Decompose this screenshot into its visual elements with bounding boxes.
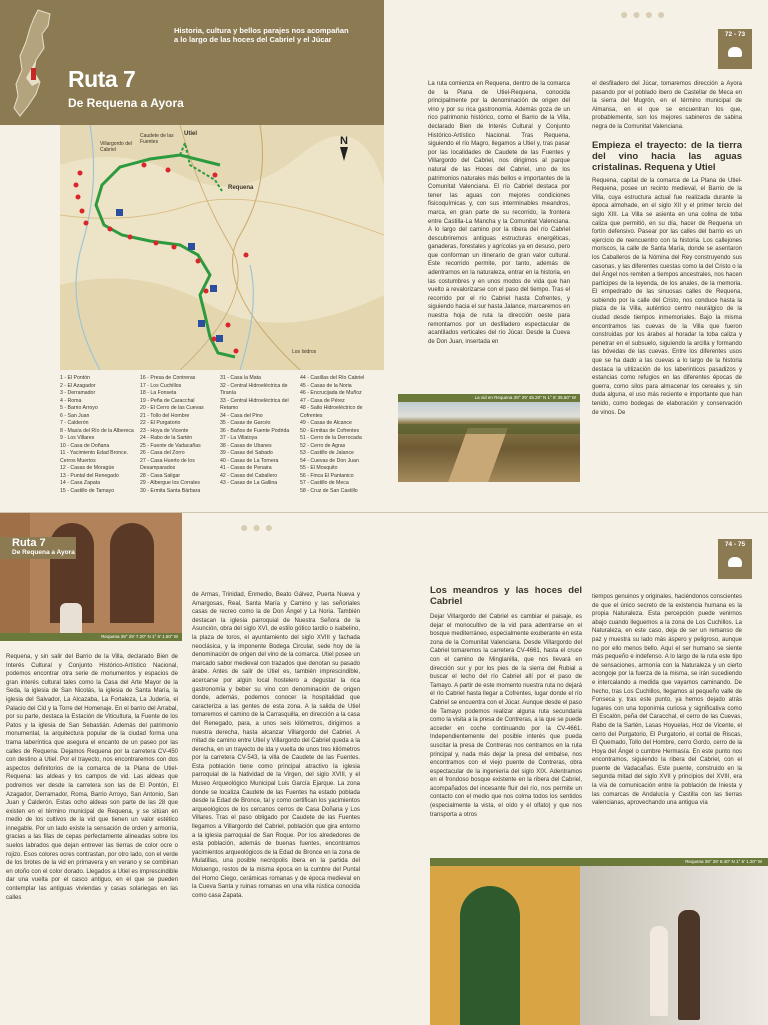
text-column-1 xyxy=(428,80,570,380)
map-label-utiel: Utiel xyxy=(184,131,198,137)
legend-item: 11 - Yacimiento Edad Bronce. Cerros Muertos xyxy=(60,450,129,464)
legend-item: 41 - Casas de Penaira xyxy=(220,465,272,471)
legend-item: 35 - Casas de Garcés xyxy=(220,420,271,426)
section-heading: Empieza el trayecto: de la tierra del vino hacia las aguas cristalinas. Requena y Utiel xyxy=(592,139,742,173)
route-subtitle: De Requena a Ayora xyxy=(12,549,75,556)
legend-item: 55 - El Mosquito xyxy=(300,465,338,471)
legend-item: 44 - Casillas del Río Cabriel xyxy=(300,375,365,381)
legend-item: 19 - Peña de Caracchal xyxy=(140,397,195,404)
photo-caption: Requena 39° 29' 7.20" N 1° 6' 1.60" W xyxy=(0,633,182,641)
body-text: Requena, y sin salir del Barrio de la Villa, declarado Bien de Interés Cultural y Conjunto Histórico-Artístico Nacional, podemos encontrar otra serie de monumentos y espacios de gran interés cultural tales como la Casa del Arte Mayor de la Seda, la iglesia de San Nicolás, la iglesia de Santa María, la iglesia del Salvador, La Alcazaba, La Fortaleza, La Judería, el Palacio del Cid y la Torre del Homenaje. En el barrio del Arrabal, por su parte, destaca la Estación de Viticultura, la Fuente de los Patos y la iglesia de San Sebastián. Además del patrimonio monumental, la arquitectura popular de la ciudad forma una trama laberíntica que asegura el encanto de un paseo por las calles de Requena. Dejamos Requena por la carretera CV-450 con destino a Utiel. Por el trayecto, nos encontraremos con dos aspectos definitorios de la comarca de la Plana de Utiel-Requena: las aldeas y los campos de vid. Las aldeas que podremos ver desde la carretera son las de El Pontón, El Azagador, Derramador, Roma, Barrio Arroyo, San Antonio, San Juan y Calderón. Estas ocho aldeas son parte de las 28 que existen en el término municipal de Requena, y se sitúan en medio de los cultivos de la vid que tienen un valor estético innegable. Por un lado existe la sensación de orden y armonía, gracias a las filas de cepas perfectamente alineadas sobre los suelos labrados que dejan entrever las tierras de color ocre o rojizo. Esos colores ocres contrastan, por otro lado, con el verde de los brotes de la vid en primavera y en verano y se combinan en otoño con el color dorado. Llegados a Utiel es imprescindible dar una vuelta por el casco antiguo, en el que se pueden contemplar las antiguas viviendas y casas solariegas en las calles xyxy=(6,654,178,901)
legend-item: 9 - Los Villares xyxy=(60,435,95,441)
legend-item: 16 - Presa de Contreras xyxy=(140,375,196,381)
legend-item: 47 - Casa de Pérez xyxy=(300,397,345,404)
body-text: de Armas, Trinidad, Enmedio, Beato Gálvez, Puerta Nueva y Amargosas, Real, Santa María y Camino y las señoriales casas de recreo como la de Don Ángel y La Noria. También destacan la iglesia parroquial de Nuestra Señora de la Asunción, obra del siglo XVI, de estilo gótico tardío o isabelino, la plaza de toros, el ayuntamiento del siglo XVIII y fachada neoclásica, y la imponente Bodega Circular, sede hoy de la denominación de origen del vino de la comarca. Utiel posee un marcado sabor medieval con trazados que denotan su pasado árabe. Antes de salir de Utiel es, también imprescindible, acercarse por algún local hostelero a degustar la rica gastronomía y beber su vino con denominación de origen donde, además, podemos conocer la hospitalidad que caracteriza a las gentes de esta zona. A la salida de Utiel tomaremos el camino de la Carrasquilla, en dirección a la casa del Renegado, para, a unos seis kilómetros, dirigirnos a nuestra derecha, hasta alcanzar Villargordo del Cabriel. A mitad de camino entre Utiel y Villargordo del Cabriel queda a la derecha, en un trayecto de ida y vuelta de unos tres kilómetros por la carretera CV-543, la villa de Caudete de las Fuentes. Esta población tiene como principal atractivo la iglesia parroquial de la Natividad de la Virgen, del siglo XVIII, y el Museo Arqueológico Municipal Luis García Ejarque. La zona donde se localiza Caudete de las Fuentes ha estado poblada desde la Edad de Bronce, tal y como certifican los yacimientos arqueológicos de los cercanos cerros de Casa Doñana y Los Villares. Tras el paso obligado por Caudete de las Fuentes llegamos a Villargordo del Cabriel, población que gira entorno a la iglesia parroquial de San Roque. Por los alrededores de esta población, además de buenas fuentes, encontramos yacimientos arqueológicos de la Edad de Bronce en la zona de Mulatillas, una posible necrópolis ibera en la partida del Moluengo, restos de la misma época en la cumbre del Puntal del Horno Ciego, cerámicas romanas y de época medieval en la Cueva Santa y ruinas romanas en una villa rústica conocida como casa Zapata. xyxy=(192,592,360,899)
legend-item: 53 - Castillo de Jalance xyxy=(300,450,354,456)
legend-item: 25 - Fuente de Vadacañas xyxy=(140,442,201,449)
legend-item: 37 - La Villatoya xyxy=(220,435,258,441)
page-spread-72-73 xyxy=(0,0,768,512)
street-photo xyxy=(430,866,768,1025)
legend-item: 33 - Central Hidroeléctrica del Retamo xyxy=(220,397,289,411)
legend-col-4 xyxy=(300,375,378,495)
page-number: 72 - 73 xyxy=(724,31,746,38)
legend-item: 40 - Casas de La Tornera xyxy=(220,457,279,464)
section-heading: Los meandros y las hoces del Cabriel xyxy=(430,585,582,607)
legend-item: 29 - Albergue los Corrales xyxy=(140,480,200,486)
body-text: La ruta comienza en Requena, dentro de la comarca de la Plana de Utiel-Requena, conocida principalmente por la denominación de origen del vino y por su rica gastronomía. Además goza de un rico patrimonio histórico, como el Barrio de la Villa, declarado Bien de Interés Cultural y Conjunto Histórico-Artístico Nacional. Tras Requena, siguiendo el río Magro, llegamos a Utiel y, tras pasar por las localidades de Caudete de las Fuentes y Villargordo del Cabriel, nos dirigimos al parque natural de las Hoces del Cabriel, uno de los patrimonios naturales más bellos e importantes de la Comunitat Valenciana. El río Cabriel destaca por tener las aguas con mejores condiciones fisicoquímicas y, con sus interminables meandros, marca, en gran parte de su recorrido, la frontera entre Castilla-La Mancha y la Comunitat Valenciana. A lo largo del camino por la ribera del río Cabriel descubriremos antiguas estructuras energéticas, ganaderas, forestales y agrícolas ya en desuso, pero que conforman un itinerario de gran valor cultural. Este recorrido permite, por tanto, además de adentrarnos en la naturaleza, entrar en la historia, en las costumbres y en unos modos de vida que han vuelto a revalorizarse con el paso del tiempo. Tras el recorrido por el río Cabriel hasta Cofrentes, y siguiendo hacia el sur hasta Jalance, marcaremos en nuestra hoja de ruta la dirección oeste para remontarnos por un desfiladero espectacular de acantilados verticales del río Júcar. Desde la Cueva de Don Juan, insertada en xyxy=(428,81,570,345)
footprints-decoration: ● ● ● xyxy=(240,519,274,535)
legend-item: 3 - Derramador xyxy=(60,390,96,396)
north-arrow-icon xyxy=(338,135,350,161)
legend-item: 13 - Puntal del Renegado xyxy=(60,472,119,479)
body-text: el desfiladero del Júcar, tomaremos dirección a Ayora pasando por el poblado ibero de Castellar de Meca en la sierra del Mugrón, en el término municipal de Almansa, en el que se encuentran los que, probablemente, son los mejores sabineros de sabina negra de la Comunitat Valenciana. xyxy=(592,81,742,130)
legend-item: 50 - Ermitas de Cofrentes xyxy=(300,427,360,434)
photo-caption-2: Requena 39° 28' 8.40" N 1° 6' 1.20" W xyxy=(430,858,768,866)
legend-col-1 xyxy=(60,375,138,495)
legend-item: 5 - Barrio Arroyo xyxy=(60,405,98,411)
page-number-tab xyxy=(718,29,752,69)
legend-item: 14 - Casa Zapata xyxy=(60,480,101,486)
legend-item: 2 - El Azagador xyxy=(60,382,96,389)
legend-item: 31 - Casa la Mata xyxy=(220,375,261,381)
text-column-3 xyxy=(430,585,582,885)
legend-item: 26 - Casa del Zorro xyxy=(140,450,185,456)
region-map-icon xyxy=(8,8,60,120)
legend-item: 10 - Casa de Doñana xyxy=(60,442,110,449)
page-number: 74 - 75 xyxy=(724,541,746,548)
map-label-requena: Requena xyxy=(228,185,254,191)
legend-col-2 xyxy=(140,375,218,495)
legend-item: 22 - El Purgatorio xyxy=(140,420,181,426)
legend-item: 46 - Encrucijada de Muñoz xyxy=(300,390,362,396)
legend-item: 43 - Casas de La Gallina xyxy=(220,480,278,486)
route-title: Ruta 7 xyxy=(12,537,46,549)
legend-item: 52 - Cerro de Agras xyxy=(300,442,346,449)
route-map xyxy=(60,125,384,370)
legend-col-3 xyxy=(220,375,298,488)
legend-item: 12 - Casas de Moragüe xyxy=(60,465,115,471)
body-text: Requena, capital de la comarca de La Plana de Utiel-Requena, posee un recinto medieval, el Barrio de la Villa, cuya estructura actual fue realizada durante la época almohade, en el siglo XII y el primer tercio del siglo XIII. La Villa se asienta en una colina de toba caliza que permitió, en su día, hacer de Requena un fortín defensivo. Pasear por las calles del barrio es un ejercicio de reencuentro con la historia. Los callejones moriscos, la calle de Santa María, donde se asentaron los Caballeros de la Nómina del Rey construyendo sus casonas, y las diferentes cuestas como la del Cristo o la del Ángel nos remiten a tiempos ancestrales, nos hacen partícipes de la leyenda, de los anales, de la memoria. El empedrado de las sinuosas calles de Requena, subiendo por la calle del Cristo, nos conduce hasta la plaza de la Villa, auténtico centro neurálgico de la ciudad desde tiempos inmemoriales. Bajo la misma encontramos las cuevas de la Villa que fueron construidas por los árabes al horadar la toba caliza y penetrar en el subsuelo, siguiendo la arcilla y formando las bóvedas de las cuevas. Entre los diferentes usos que se ha dado a las cuevas a lo largo de la historia destaca la utilización de los laberínticos pasadizos y estancias como refugios en las diferentes épocas de guerra, como silos para almacenar los cereales y, sin duda alguna, el uso más reciente e importante que han tenido, como bodegas de elaboración y conservación de vinos. De xyxy=(592,177,742,416)
text-column-2 xyxy=(192,591,360,1011)
legend-item: 51 - Cerro de la Derrocada xyxy=(300,435,362,441)
legend-item: 17 - Los Cuchillos xyxy=(140,382,182,389)
legend-item: 18 - La Fonseta xyxy=(140,390,177,396)
legend-item: 1 - El Pontón xyxy=(60,375,90,381)
text-column-4 xyxy=(592,593,742,873)
legend-item: 56 - Finca El Pantanico xyxy=(300,472,354,479)
legend-item: 38 - Casas de Ubanes xyxy=(220,442,272,449)
legend-item: 54 - Cuevas de Don Juan xyxy=(300,457,359,464)
legend-item: 4 - Roma xyxy=(60,397,82,404)
tagline: Historia, cultura y bellos parajes nos acompañan a lo largo de las hoces del Cabriel y el Júcar xyxy=(174,26,349,44)
page-number-tab xyxy=(718,539,752,579)
photo-caption: La vid en Requena 39° 29' 45.20" N 1° 6' 35.60" W xyxy=(398,394,580,402)
legend-item: 49 - Casas de Alcance xyxy=(300,420,352,426)
church-facade-photo xyxy=(0,513,182,637)
vineyard-photo xyxy=(398,398,580,482)
legend-item: 34 - Casa del Pino xyxy=(220,412,263,419)
legend-item: 32 - Central Hidroeléctrica de Tiranía xyxy=(220,382,288,396)
legend-item: 15 - Castillo de Tamayo xyxy=(60,487,115,494)
text-column-2 xyxy=(592,80,742,480)
body-text: tiempos genuinos y originales, haciéndonos conscientes de que el único secreto de la existencia humana es la propia Naturaleza. Esta percepción puede venirnos abajo cuando lleguemos a la zona de Los Cuchillos. La Naturaleza, en este caso, deja de ser un remanso de paz y muestra su lado más áspero y peligroso, aunque no por ello menos bello. Aquí el ser humano se siente más pequeño e indefenso. A lo largo de la ruta este tipo de sensaciones, armonía con la Naturaleza y un cierto acongoje por la fuerza de la misma, se irán sucediendo e intercalando a medida que vayamos caminando. De hecho, tras Los Cuchillos, llegamos al pequeño valle de Fonseca y, tras este punto, ya hemos dejado atrás lugares con una toponimia curiosa y significativa como El Escalón, peña del Caracchal, el cerro de las Cuevas, Rabo de la Sartén, Lasas Hoyuelas, Hoz de Vicente, el cerro del Purgatorio, El Purgatorio, el cortal de Riscas, El Quemado, Tollo del Hombre, cerro Gordo, cerro de la Hoya del Ángel o cumbre Hermasía. En este punto nos encontramos, siguiendo la ribera del Cabriel, con el puente de Vadacañas. Este puente, construido en la segunda mitad del siglo XVII y principios del XVIII, era la vía de comunicación entre la población de Iniesta y las comarcas de Andalucía y Castilla con las tierras valencianas, aprovechando una antigua vía xyxy=(592,594,742,807)
route-map-svg xyxy=(60,125,384,370)
body-text: Dejar Villargordo del Cabriel es cambiar el paisaje, es dejar el monocultivo de la vid para adentrarse en el bosque mediterráneo, especialmente exuberante en esta zona de la Comunitat Valenciana. Desde Villargordo del Cabriel tomaremos la carretera CV-4661, hasta el cruce con el camino de Minglanilla, que nos llevará en dirección sur y por los pies de la sierra del Rubial a buscar el lecho del río Cabriel allí por el paso de Tamayo. A partir de este momento nuestra ruta no dejará el río Cabriel hasta llegar a Cofrentes, lugar donde el río Cabriel se encuentra con el Júcar. Aunque desde el paso de Tamayo podemos realizar alguna ruta secundaria como la visita a la presa de Contreras, a la que se puede acceder en coche continuando por la CV-4661. Independientemente del posible interés que pueda suscitar la presa de Contreras nos centramos en la ruta principal y, nada más dejar la presa del embalse, nos encontramos con el viejo puente de Contreras, obra espectacular de la ingeniería del siglo XIX. Adentramos en el frondoso bosque existente en la ribera del Cabriel, acompañados del incesante fluir del río, nos permite un contacto con el medio que nos colma todos los sentidos (especialmente la vista, el oído y el olfato) y que nos transporta a otros xyxy=(430,614,582,818)
legend-item: 42 - Casas del Caballero xyxy=(220,472,278,479)
legend-item: 8 - Masía del Río de la Albereca xyxy=(60,427,134,434)
map-label-isidros: Los Isidros xyxy=(292,349,317,355)
boot-icon xyxy=(728,557,742,567)
legend-item: 57 - Castillo de Meca xyxy=(300,480,349,486)
legend-item: 7 - Calderón xyxy=(60,420,89,426)
legend-item: 6 - San Juan xyxy=(60,412,90,419)
legend-item: 23 - Hoya de Vicente xyxy=(140,427,189,434)
page-spread-74-75 xyxy=(0,512,768,1025)
boot-icon xyxy=(728,47,742,57)
legend-item: 36 - Baños de Fuente Podrida xyxy=(220,427,290,434)
route-title: Ruta 7 xyxy=(68,66,136,92)
footprints-decoration: ● ● ● ● xyxy=(620,6,666,22)
legend-item: 27 - Casa Huerto de los Desamparados xyxy=(140,457,195,471)
map-label-villargordo: Villargordo del Cabriel xyxy=(100,141,132,153)
map-label-caudete: Caudete de las Fuentes xyxy=(140,133,174,145)
legend-item: 39 - Casas del Sabado xyxy=(220,450,273,456)
route-subtitle: De Requena a Ayora xyxy=(68,96,184,110)
legend-item: 21 - Tollo del Hombre xyxy=(140,412,190,419)
north-label: N xyxy=(340,135,348,147)
legend-item: 28 - Casa Saligar xyxy=(140,472,181,479)
text-column-1 xyxy=(6,653,178,1023)
legend-item: 20 - El Cerro de las Cuevas xyxy=(140,405,204,411)
legend-item: 45 - Casas de la Noria xyxy=(300,382,352,389)
legend-item: 48 - Salto Hidroeléctrico de Cofrentes xyxy=(300,405,363,419)
legend-item: 58 - Cruz de San Castillo xyxy=(300,487,358,494)
legend-item: 30 - Ermita Santa Bárbara xyxy=(140,487,201,494)
legend-item: 24 - Rabo de la Sartén xyxy=(140,435,193,441)
